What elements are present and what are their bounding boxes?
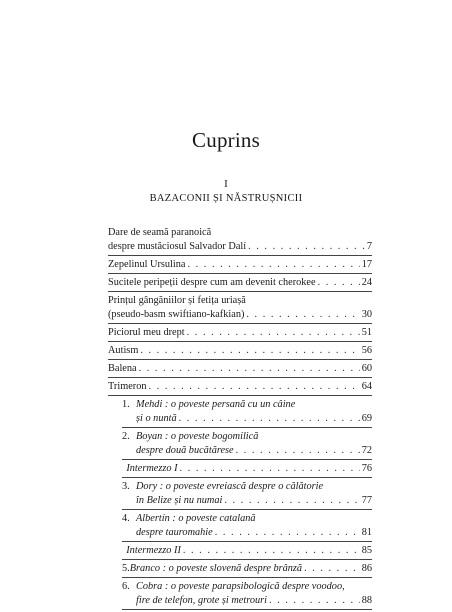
page-title: Cuprins xyxy=(192,128,260,152)
toc-entry-line xyxy=(122,430,372,444)
toc-page-number: 17 xyxy=(361,259,372,270)
toc-page-number: 56 xyxy=(361,345,372,356)
toc-subentry xyxy=(122,580,372,610)
toc-entry xyxy=(108,380,372,396)
toc-subentry xyxy=(122,544,372,560)
toc-entry-line xyxy=(108,308,372,322)
toc-entry-line xyxy=(122,526,372,540)
toc-leader-dots xyxy=(248,240,365,254)
toc-entry-text: despre două bucătărese xyxy=(136,445,234,456)
toc-entry xyxy=(108,294,372,324)
toc-leader-dots xyxy=(246,308,359,322)
toc-entry-line xyxy=(108,276,372,290)
toc-entry-text: Boyan : o poveste bogomilică xyxy=(136,431,259,442)
toc-entry-line xyxy=(122,544,372,558)
toc-entry-text: (pseudo-basm swiftiano-kafkian) xyxy=(108,309,245,320)
toc-page-number: 76 xyxy=(361,463,372,474)
toc-entry-number: 6. xyxy=(122,581,130,592)
toc-page-number: 81 xyxy=(361,527,372,538)
toc-leader-dots xyxy=(183,544,360,558)
toc-page-number: 30 xyxy=(361,309,372,320)
toc-entry-line xyxy=(108,362,372,376)
toc-entry-text: Autism xyxy=(108,345,139,356)
toc-subentry xyxy=(122,462,372,478)
toc-entry-text: și o nuntă xyxy=(136,413,177,424)
toc-entry-line xyxy=(108,294,372,308)
toc-page-number: 77 xyxy=(361,495,372,506)
toc-entry xyxy=(108,326,372,342)
toc-entry-line xyxy=(122,580,372,594)
toc-entry-line xyxy=(122,412,372,426)
toc-entry-text: Intermezzo I xyxy=(126,463,178,474)
toc-leader-dots xyxy=(215,526,360,540)
toc-entry-line xyxy=(122,444,372,458)
toc-page-number: 88 xyxy=(361,595,372,606)
toc-leader-dots xyxy=(304,562,360,576)
toc-leader-dots xyxy=(140,344,359,358)
toc-entry-line xyxy=(122,562,372,576)
part-title: BAZACONII ȘI NĂSTRUȘNICII xyxy=(149,193,303,204)
toc-subentry xyxy=(122,430,372,460)
toc-subentry xyxy=(122,512,372,542)
toc-leader-dots xyxy=(149,380,360,394)
toc-entry-line xyxy=(122,494,372,508)
toc-entry-text: în Belize și nu numai xyxy=(136,495,223,506)
toc-entry-text: despre tauromahie xyxy=(136,527,213,538)
part-number: I xyxy=(224,178,228,190)
toc-entry-text: Mehdi : o poveste persană cu un câine xyxy=(136,399,296,410)
toc-entry-text: Zepelinul Ursulina xyxy=(108,259,186,270)
toc-entry-text: Dory : o poveste evreiască despre o călătorie xyxy=(136,481,324,492)
toc-entry xyxy=(108,276,372,292)
toc-leader-dots xyxy=(236,444,360,458)
toc-entry-number: 5. xyxy=(122,563,130,574)
toc-leader-dots xyxy=(179,412,360,426)
toc-entry-number: 2. xyxy=(122,431,130,442)
toc-entry-text: Sucitele peripeții despre cum am devenit cherokee xyxy=(108,277,316,288)
toc-leader-dots xyxy=(187,326,360,340)
toc-entry xyxy=(108,344,372,360)
toc-leader-dots xyxy=(188,258,360,272)
toc-entry-text: despre mustăciosul Salvador Dalí xyxy=(108,241,247,252)
toc-page-number: 60 xyxy=(361,363,372,374)
toc-page-number: 69 xyxy=(361,413,372,424)
toc-subentry xyxy=(122,480,372,510)
toc-main-entries xyxy=(108,226,372,396)
table-of-contents xyxy=(108,226,372,612)
toc-entry-line xyxy=(108,344,372,358)
toc-page-number: 64 xyxy=(361,381,372,392)
toc-entry-text: Branco : o poveste slovenă despre brânză xyxy=(129,563,303,574)
toc-entry-text: Trimeron xyxy=(108,381,147,392)
toc-entry-text: Intermezzo II xyxy=(126,545,181,556)
toc-page-number: 7 xyxy=(366,241,372,252)
toc-page-number: 85 xyxy=(361,545,372,556)
toc-entry-text: Cobra : o poveste parapsibologică despre voodoo, xyxy=(136,581,345,592)
toc-entry-text: Balena xyxy=(108,363,137,374)
toc-subentry xyxy=(122,398,372,428)
toc-entry-line xyxy=(108,240,372,254)
toc-entry-line xyxy=(108,258,372,272)
toc-entry-line xyxy=(108,380,372,394)
toc-entry-number: 4. xyxy=(122,513,130,524)
toc-entry-text: Dare de seamă paranoică xyxy=(108,227,212,238)
toc-entry-text: Albertín : o poveste catalană xyxy=(136,513,256,524)
toc-entry-line xyxy=(122,480,372,494)
toc-entry-line xyxy=(122,398,372,412)
toc-entry-line xyxy=(108,326,372,340)
toc-entry-line xyxy=(122,512,372,526)
toc-leader-dots xyxy=(269,594,360,608)
toc-leader-dots xyxy=(180,462,360,476)
toc-entry xyxy=(108,258,372,274)
toc-subentry xyxy=(122,562,372,578)
toc-entry-line xyxy=(122,462,372,476)
toc-entry-number: 1. xyxy=(122,399,130,410)
toc-page-number: 72 xyxy=(361,445,372,456)
toc-page-number: 86 xyxy=(361,563,372,574)
toc-entry-text: Piciorul meu drept xyxy=(108,327,185,338)
toc-entry xyxy=(108,226,372,256)
toc-leader-dots xyxy=(139,362,360,376)
toc-entry-line xyxy=(108,226,372,240)
toc-entry-text: Prințul gângăniilor și fetița uriașă xyxy=(108,295,246,306)
toc-entry-number: 3. xyxy=(122,481,130,492)
toc-sub-entries xyxy=(108,398,372,610)
toc-entry-text: fire de telefon, grote și metrouri xyxy=(136,595,267,606)
toc-page-number: 51 xyxy=(361,327,372,338)
toc-entry xyxy=(108,362,372,378)
toc-page-number: 24 xyxy=(361,277,372,288)
toc-leader-dots xyxy=(224,494,359,508)
toc-entry-line xyxy=(122,594,372,608)
toc-leader-dots xyxy=(318,276,360,290)
